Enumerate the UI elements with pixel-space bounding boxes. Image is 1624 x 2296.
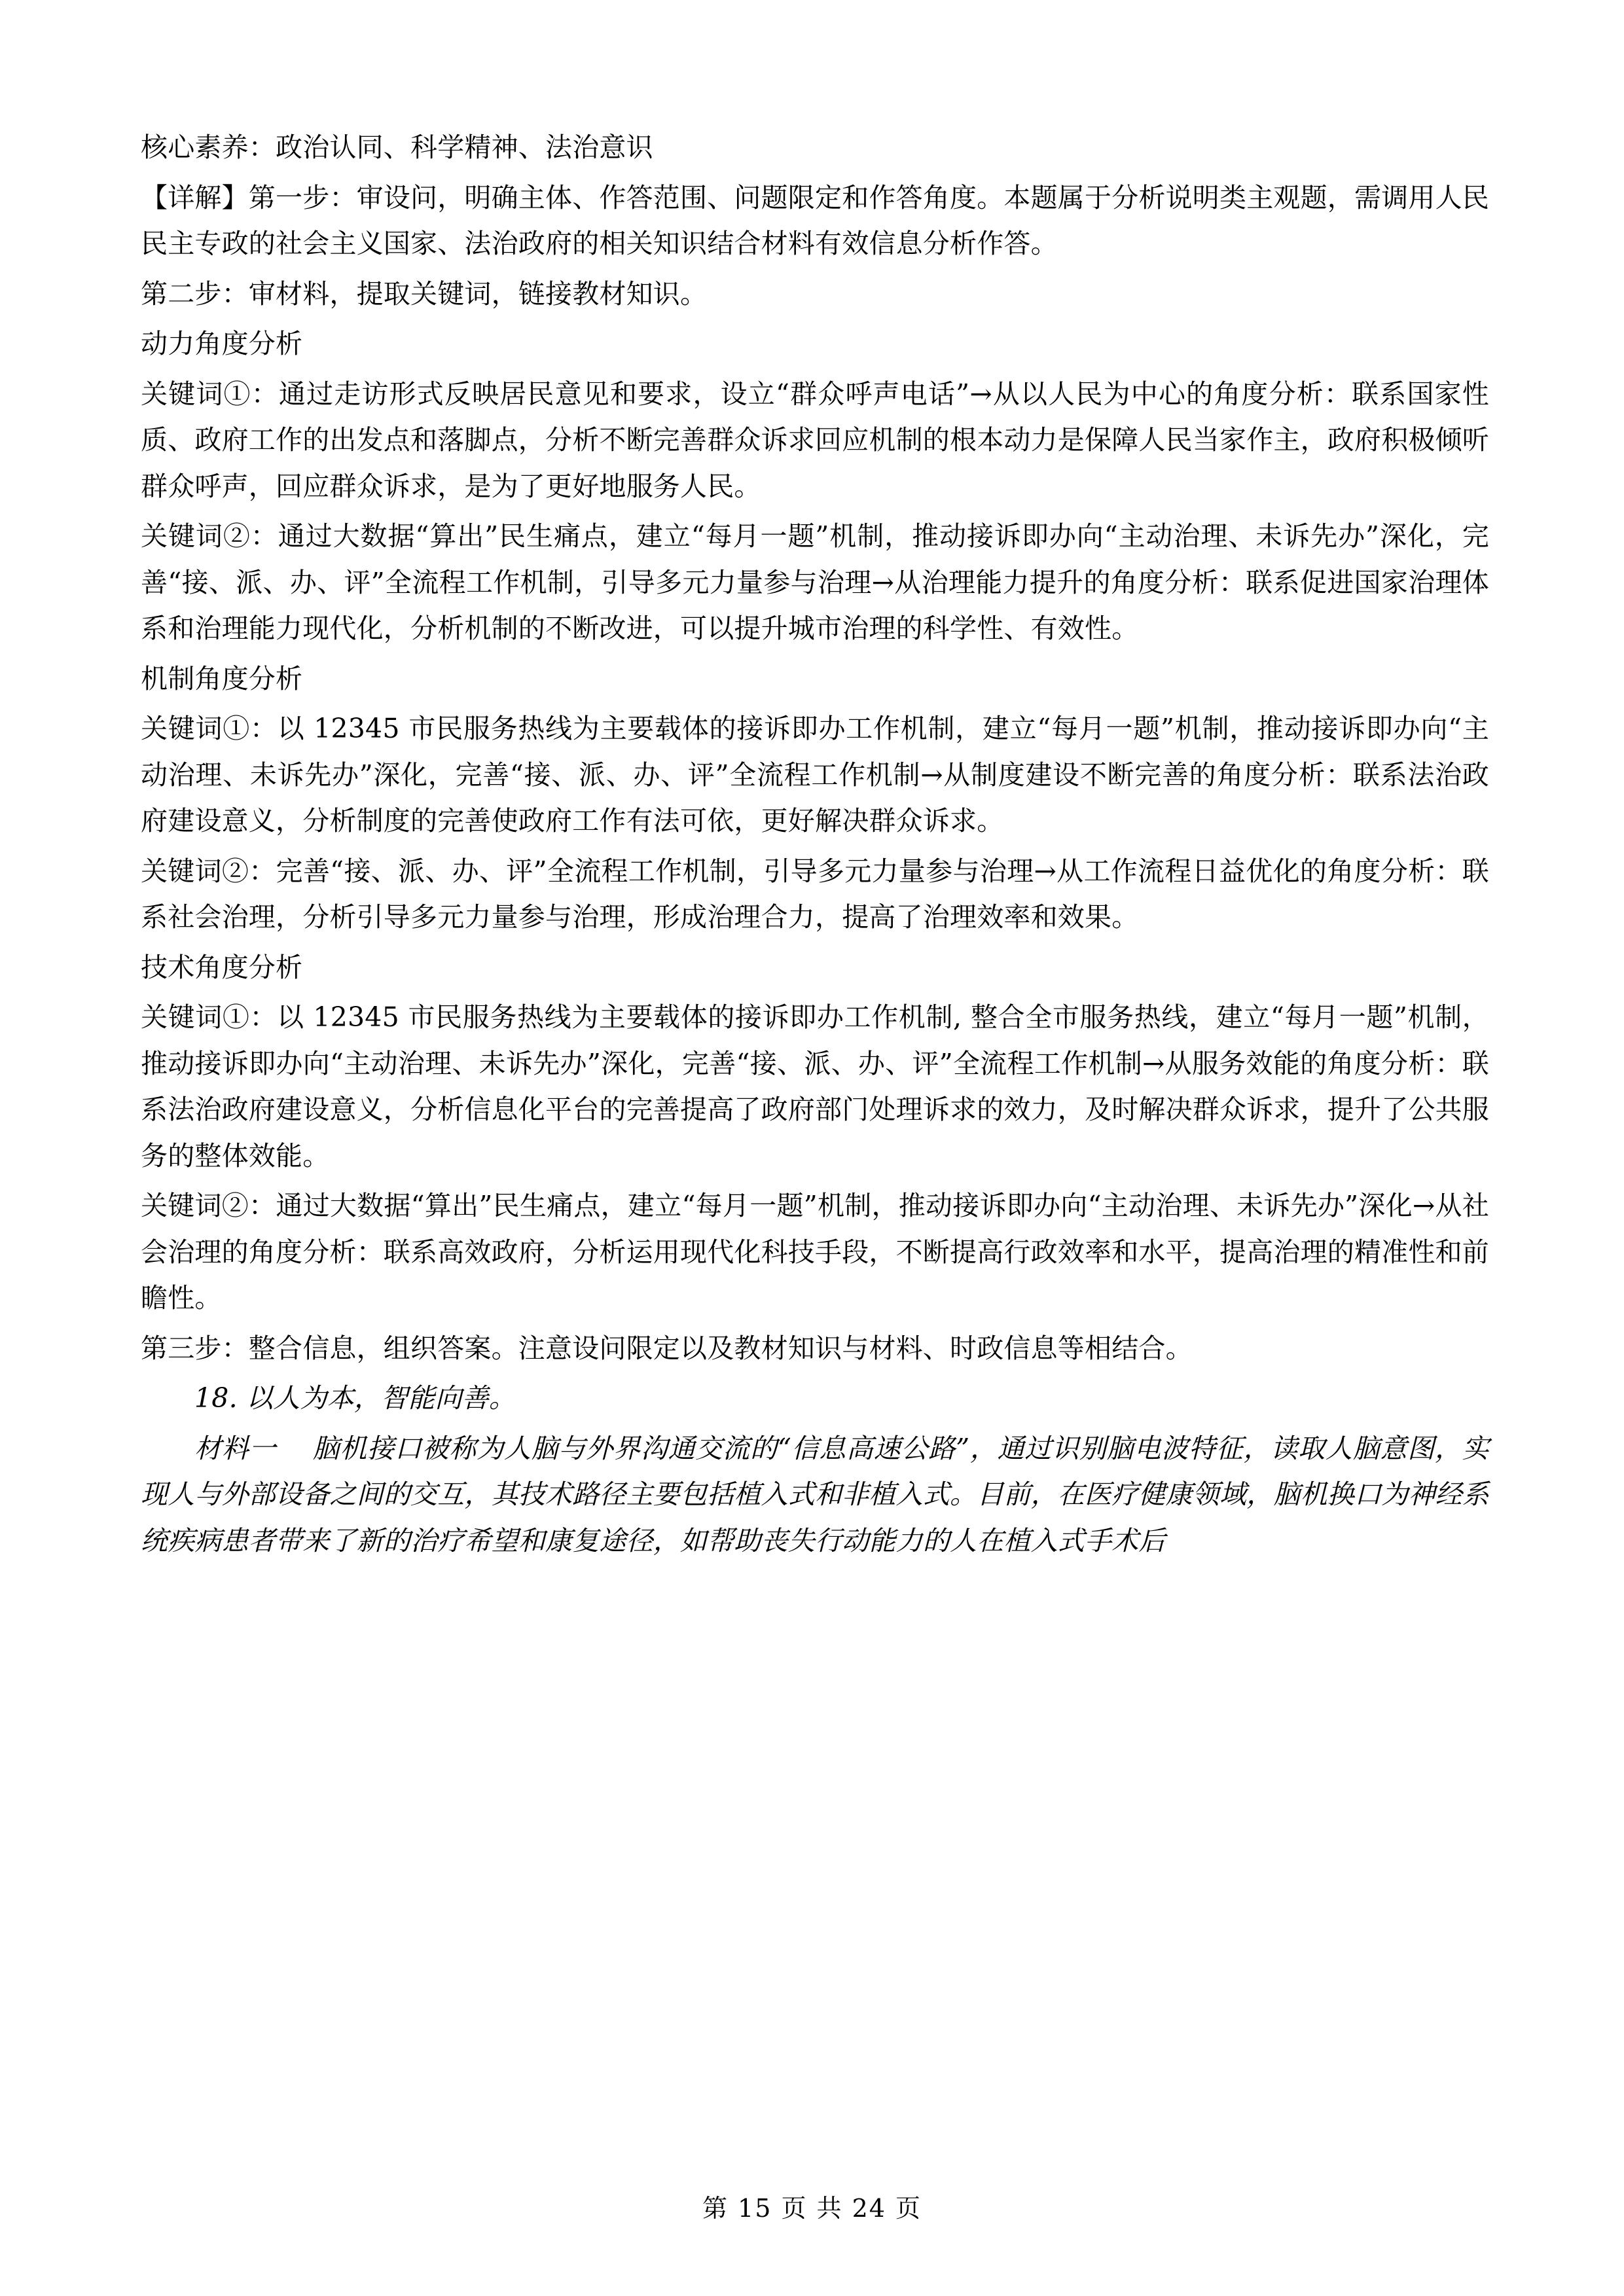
heading-angle-mechanism: 机制角度分析: [141, 662, 303, 694]
page-footer: 第 15 页 共 24 页: [702, 2194, 922, 2223]
material-one-text: 脑机接口被称为人脑与外界沟通交流的“信息高速公路”，通过识别脑电波特征，读取人脑意图，实现人与外部设备之间的交互，其技术路径主要包括植入式和非植入式。目前，在医疗健康领域，脑机换口为神经系统疾病患者带来了新的治疗希望和康复途径，如帮助丧失行动能力的人在植入式手术后: [141, 1432, 1489, 1556]
material-one-label: 材料一: [194, 1432, 277, 1464]
question-18-material-one: [141, 1426, 1489, 1564]
paragraph-explanation-step-3: 第三步：整合信息，组织答案。注意设问限定以及教材知识与材料、时政信息等相结合。: [141, 1332, 1193, 1364]
page-content: [141, 124, 1489, 1564]
paragraph-mechanism-keyword-1: 关键词①：以 12345 市民服务热线为主要载体的接诉即办工作机制，建立“每月一题”机制，推动接诉即办向“主动治理、未诉先办”深化，完善“接、派、办、评”全流程工作机制→从制度建设不断完善的角度分析：联系法治政府建设意义，分析制度的完善使政府工作有法可依，更好解决群众诉求。: [141, 713, 1489, 837]
paragraph-dynamics-keyword-1: 关键词①：通过走访形式反映居民意见和要求，设立“群众呼声电话”→从以人民为中心的角度分析：联系国家性质、政府工作的出发点和落脚点，分析不断完善群众诉求回应机制的根本动力是保障人民当家作主，政府积极倾听群众呼声，回应群众诉求，是为了更好地服务人民。: [141, 378, 1489, 502]
paragraph-explanation-step-1: 【详解】第一步：审设问，明确主体、作答范围、问题限定和作答角度。本题属于分析说明类主观题，需调用人民民主专政的社会主义国家、法治政府的相关知识结合材料有效信息分析作答。: [141, 181, 1489, 260]
paragraph-technology-keyword-1: 关键词①：以 12345 市民服务热线为主要载体的接诉即办工作机制, 整合全市服务热线，建立“每月一题”机制，推动接诉即办向“主动治理、未诉先办”深化，完善“接、派、办、评”全流程工作机制→从服务效能的角度分析：联系法治政府建设意义，分析信息化平台的完善提高了政府部门处理诉求的效力，及时解决群众诉求，提升了公共服务的整体效能。: [141, 1001, 1489, 1172]
paragraph-dynamics-keyword-2: 关键词②：通过大数据“算出”民生痛点，建立“每月一题”机制，推动接诉即办向“主动治理、未诉先办”深化，完善“接、派、办、评”全流程工作机制，引导多元力量参与治理→从治理能力提升的角度分析：联系促进国家治理体系和治理能力现代化，分析机制的不断改进，可以提升城市治理的科学性、有效性。: [141, 520, 1489, 645]
question-18-number: 18.: [194, 1382, 238, 1414]
paragraph-mechanism-keyword-2: 关键词②：完善“接、派、办、评”全流程工作机制，引导多元力量参与治理→从工作流程日益优化的角度分析：联系社会治理，分析引导多元力量参与治理，形成治理合力，提高了治理效率和效果。: [141, 855, 1489, 933]
material-one-paragraph: [141, 1426, 1489, 1564]
heading-angle-technology: 技术角度分析: [141, 951, 303, 983]
question-18-title: 以人为本，智能向善。: [246, 1382, 516, 1414]
paragraph-technology-keyword-2: 关键词②：通过大数据“算出”民生痛点，建立“每月一题”机制，推动接诉即办向“主动治理、未诉先办”深化→从社会治理的角度分析：联系高效政府，分析运用现代化科技手段，不断提高行政效率和水平，提高治理的精准性和前瞻性。: [141, 1190, 1489, 1314]
heading-angle-dynamics: 动力角度分析: [141, 328, 303, 360]
paragraph-core-literacy: 核心素养：政治认同、科学精神、法治意识: [141, 132, 653, 163]
paragraph-explanation-step-2: 第二步：审材料，提取关键词，链接教材知识。: [141, 278, 708, 310]
question-18-heading: [141, 1375, 1489, 1422]
